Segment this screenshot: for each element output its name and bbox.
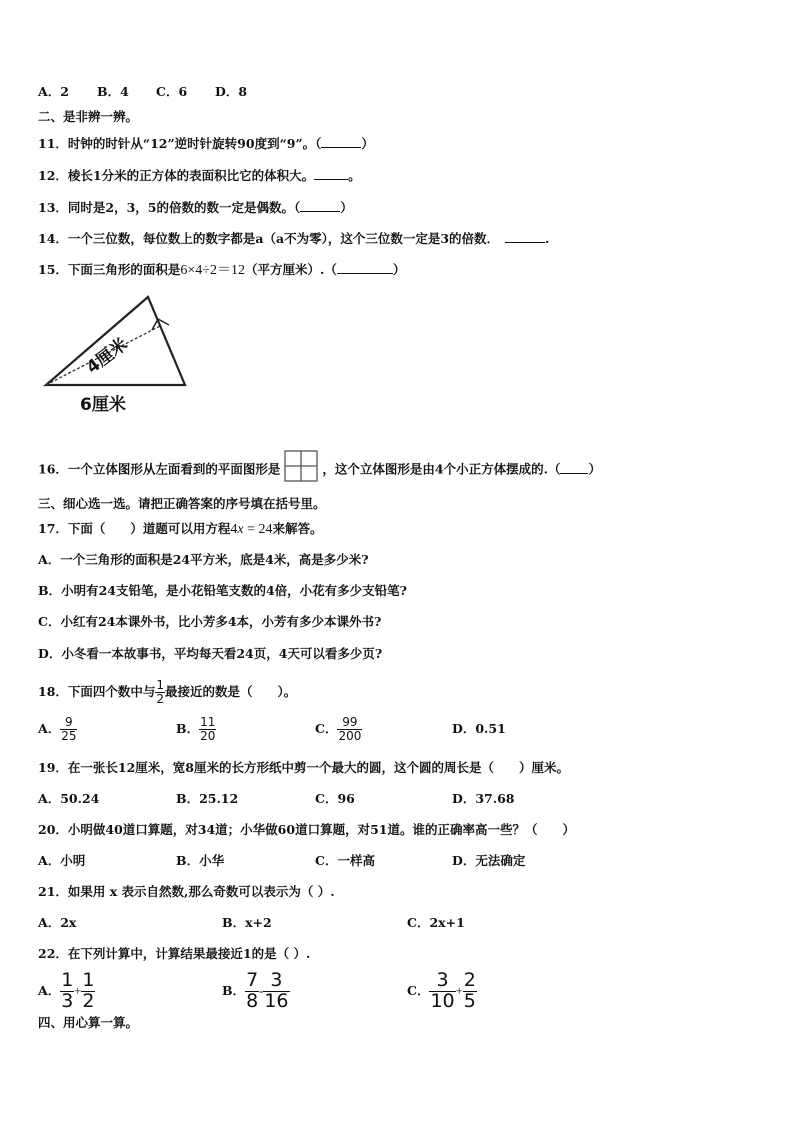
answer-blank[interactable] bbox=[321, 135, 361, 148]
question-18-suffix: 最接近的数是（ ）。 bbox=[165, 684, 297, 699]
section-4-heading: 四、用心算一算。 bbox=[38, 1015, 139, 1030]
question-20-option-a: A．小明 bbox=[38, 853, 86, 868]
question-18-option-a: A． $\frac{9}{25}$ bbox=[38, 715, 77, 743]
question-19-option-a: A．50.24 bbox=[38, 791, 100, 806]
question-21: 21．如果用 x 表示自然数,那么奇数可以表示为（ ）. bbox=[38, 884, 335, 899]
question-17-suffix: 来解答。 bbox=[272, 521, 323, 536]
question-17-eq-var: x bbox=[237, 522, 244, 537]
triangle-base-label: 6厘米 bbox=[80, 395, 126, 415]
section-3-heading: 三、细心选一选。请把正确答案的序号填在括号里。 bbox=[38, 496, 326, 511]
question-16-suffix: ，这个立体图形是由4个小正方体摆成的.（ bbox=[322, 461, 561, 477]
answer-blank[interactable] bbox=[337, 261, 393, 274]
question-22-option-a: A． $\frac{1}{3}$ + $\frac{1}{2}$ bbox=[38, 969, 95, 1012]
section-2-heading: 二、是非辨一辨。 bbox=[38, 109, 139, 124]
question-17-option-d: D．小冬看一本故事书，平均每天看24页，4天可以看多少页? bbox=[38, 646, 383, 661]
q10-option-d: D．8 bbox=[215, 84, 248, 99]
triangle-figure bbox=[40, 292, 196, 416]
question-13-text: 13．同时是2，3，5的倍数的数一定是偶数。（ bbox=[38, 200, 301, 215]
question-20-option-b: B．小华 bbox=[176, 853, 225, 868]
question-18-option-b: B． $\frac{11}{20}$ bbox=[176, 715, 216, 743]
q10-option-b: B．4 bbox=[97, 84, 129, 99]
question-17-text: 17．下面（ ）道题可以用方程 bbox=[38, 521, 231, 536]
question-21-option-c: C．2x+1 bbox=[407, 915, 465, 930]
question-17-option-c: C．小红有24本课外书，比小芳多4本，小芳有多少本课外书? bbox=[38, 614, 382, 629]
answer-blank[interactable] bbox=[300, 199, 340, 212]
question-13-close: ） bbox=[340, 200, 353, 215]
question-17 bbox=[38, 521, 323, 538]
question-14-text: 14．一个三位数，每位数上的数字都是a（a不为零），这个三位数一定是3的倍数． bbox=[38, 231, 500, 246]
question-12-text: 12．棱长1分米的正方体的表面积比它的体积大。 bbox=[38, 168, 315, 183]
question-15-close: ） bbox=[392, 262, 406, 277]
question-17-eq-rest: = 24 bbox=[243, 522, 273, 537]
square-grid-icon bbox=[284, 450, 318, 482]
question-11-text: 11．时钟的时针从“12”逆时针旋转90度到“9”。（ bbox=[38, 136, 322, 151]
question-22-option-c: C． $\frac{3}{10}$ + $\frac{2}{5}$ bbox=[407, 969, 476, 1012]
q10-option-c: C．6 bbox=[156, 84, 188, 99]
question-18-option-d: D．0.51 bbox=[452, 721, 506, 736]
question-19-option-c: C．96 bbox=[315, 791, 355, 806]
question-22: 22．在下列计算中，计算结果最接近1的是（ ）. bbox=[38, 946, 311, 961]
question-14 bbox=[38, 230, 549, 247]
question-18-option-c: C． $\frac{99}{200}$ bbox=[315, 715, 362, 743]
question-20-option-d: D．无法确定 bbox=[452, 853, 526, 868]
question-16 bbox=[38, 454, 601, 486]
question-22-option-b: B． $\frac{7}{8}$ - $\frac{3}{16}$ bbox=[222, 969, 289, 1012]
question-12-close: 。 bbox=[348, 168, 361, 183]
answer-blank[interactable] bbox=[560, 461, 588, 474]
question-21-option-b: B．x+2 bbox=[222, 915, 272, 930]
question-12 bbox=[38, 167, 361, 184]
question-16-text: 16．一个立体图形从左面看到的平面图形是 bbox=[38, 461, 281, 477]
triangle-height-label: 4厘米 bbox=[82, 334, 132, 378]
question-16-close: ） bbox=[588, 461, 601, 477]
question-15 bbox=[38, 261, 405, 279]
question-17-option-b: B．小明有24支铅笔，是小花铅笔支数的4倍，小花有多少支铅笔? bbox=[38, 583, 407, 598]
question-17-eq-coef: 4 bbox=[230, 522, 238, 537]
q10-option-a: A．2 bbox=[38, 84, 69, 99]
question-15-text: 15．下面三角形的面积是 bbox=[38, 262, 181, 277]
question-11 bbox=[38, 135, 374, 152]
question-19-option-d: D．37.68 bbox=[452, 791, 515, 806]
question-17-option-a: A．一个三角形的面积是24平方米，底是4米，高是多少米? bbox=[38, 552, 369, 567]
question-11-close: ） bbox=[361, 136, 374, 151]
question-18-text: 18．下面四个数中与 bbox=[38, 684, 156, 699]
question-15-formula: 6×4÷2＝12 bbox=[180, 263, 245, 278]
question-18 bbox=[38, 676, 296, 708]
question-14-close: . bbox=[545, 231, 550, 246]
question-13 bbox=[38, 199, 353, 216]
question-20-option-c: C．一样高 bbox=[315, 853, 375, 868]
question-15-suffix: （平方厘米）.（ bbox=[245, 262, 337, 277]
question-21-option-a: A．2x bbox=[38, 915, 77, 930]
question-20: 20．小明做40道口算题，对34道；小华做60道口算题，对51道。谁的正确率高一些？（ ） bbox=[38, 822, 575, 837]
fraction-one-half: $\frac{1}{2}$ bbox=[156, 678, 165, 706]
question-19: 19．在一张长12厘米，宽8厘米的长方形纸中剪一个最大的圆，这个圆的周长是（ ）厘米。 bbox=[38, 760, 569, 775]
question-19-option-b: B．25.12 bbox=[176, 791, 239, 806]
answer-blank[interactable] bbox=[505, 230, 545, 243]
answer-blank[interactable] bbox=[314, 167, 348, 180]
